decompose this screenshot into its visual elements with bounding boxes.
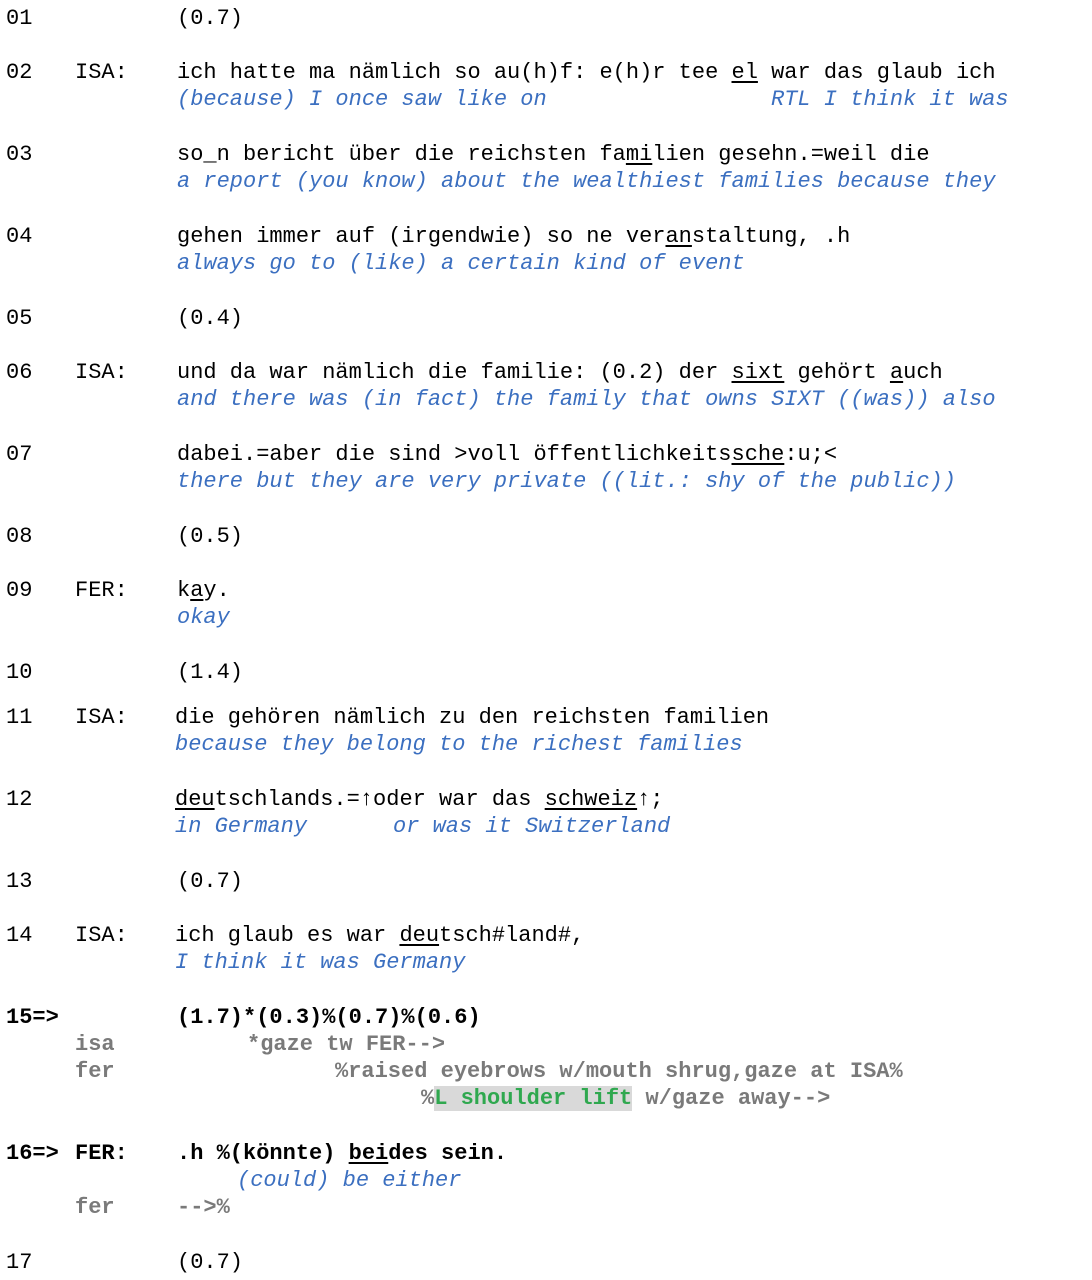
utterance: und da war nämlich die familie: (0.2) der sixt gehört auch bbox=[177, 360, 943, 385]
translation: there but they are very private ((lit.: shy of the public)) bbox=[177, 469, 956, 494]
line-number: 01 bbox=[6, 6, 33, 31]
line-number: 12 bbox=[6, 787, 33, 812]
line-number: 09 bbox=[6, 578, 33, 603]
translation: RTL I think it was bbox=[771, 87, 1009, 112]
translation: okay bbox=[177, 605, 230, 630]
pause: (0.7) bbox=[177, 6, 244, 31]
line-number: 13 bbox=[6, 869, 33, 894]
speaker-label: ISA: bbox=[75, 360, 128, 385]
utterance: die gehören nämlich zu den reichsten familien bbox=[175, 705, 770, 730]
line-number-focal: 16=> bbox=[6, 1141, 59, 1166]
pause: (1.4) bbox=[177, 660, 244, 685]
line-number: 04 bbox=[6, 224, 33, 249]
annotation-speaker: fer bbox=[75, 1059, 115, 1084]
line-number: 10 bbox=[6, 660, 33, 685]
pause: (0.7) bbox=[177, 1250, 244, 1275]
translation: always go to (like) a certain kind of event bbox=[177, 251, 745, 276]
utterance: ich glaub es war deutsch#land#, bbox=[175, 923, 585, 948]
pause: (0.7) bbox=[177, 869, 244, 894]
pause: (0.4) bbox=[177, 306, 244, 331]
utterance: so_n bericht über die reichsten familien gesehn.=weil die bbox=[177, 142, 930, 167]
utterance: .h %(könnte) beides sein. bbox=[177, 1141, 508, 1166]
pause: (0.5) bbox=[177, 524, 244, 549]
utterance: dabei.=aber die sind >voll öffentlichkeitssche:u;< bbox=[177, 442, 838, 467]
annotation-speaker: fer bbox=[75, 1195, 115, 1220]
line-number: 05 bbox=[6, 306, 33, 331]
line-number: 06 bbox=[6, 360, 33, 385]
gesture-annotation: %raised eyebrows w/mouth shrug,gaze at ISA% bbox=[335, 1059, 903, 1084]
speaker-label: ISA: bbox=[75, 923, 128, 948]
speaker-label: ISA: bbox=[75, 60, 128, 85]
line-number: 11 bbox=[6, 705, 33, 730]
line-number: 03 bbox=[6, 142, 33, 167]
utterance: kay. bbox=[177, 578, 230, 603]
utterance: deutschlands.=↑oder war das schweiz↑; bbox=[175, 787, 664, 812]
highlighted-gesture: L shoulder lift bbox=[434, 1086, 633, 1111]
translation: I think it was Germany bbox=[175, 950, 466, 975]
translation: a report (you know) about the wealthiest families because they bbox=[177, 169, 996, 194]
translation: in Germany bbox=[175, 814, 308, 839]
translation: (could) be either bbox=[237, 1168, 462, 1193]
line-number: 08 bbox=[6, 524, 33, 549]
pause-sequence: (1.7)*(0.3)%(0.7)%(0.6) bbox=[177, 1005, 481, 1030]
translation: (because) I once saw like on bbox=[177, 87, 547, 112]
line-number-focal: 15=> bbox=[6, 1005, 59, 1030]
line-number: 17 bbox=[6, 1250, 33, 1275]
annotation-speaker: isa bbox=[75, 1032, 115, 1057]
utterance: ich hatte ma nämlich so au(h)f: e(h)r tee el war das glaub ich bbox=[177, 60, 996, 85]
speaker-label: ISA: bbox=[75, 705, 128, 730]
speaker-label: FER: bbox=[75, 578, 128, 603]
gaze-annotation: *gaze tw FER--> bbox=[247, 1032, 446, 1057]
line-number: 07 bbox=[6, 442, 33, 467]
line-number: 14 bbox=[6, 923, 33, 948]
gesture-annotation: -->% bbox=[177, 1195, 230, 1220]
translation: and there was (in fact) the family that owns SIXT ((was)) also bbox=[177, 387, 996, 412]
shoulder-annotation: %L shoulder lift w/gaze away--> bbox=[421, 1086, 831, 1111]
line-number: 02 bbox=[6, 60, 33, 85]
utterance: gehen immer auf (irgendwie) so ne veranstaltung, .h bbox=[177, 224, 851, 249]
speaker-label: FER: bbox=[75, 1141, 128, 1166]
translation: because they belong to the richest families bbox=[175, 732, 743, 757]
translation: or was it Switzerland bbox=[393, 814, 671, 839]
